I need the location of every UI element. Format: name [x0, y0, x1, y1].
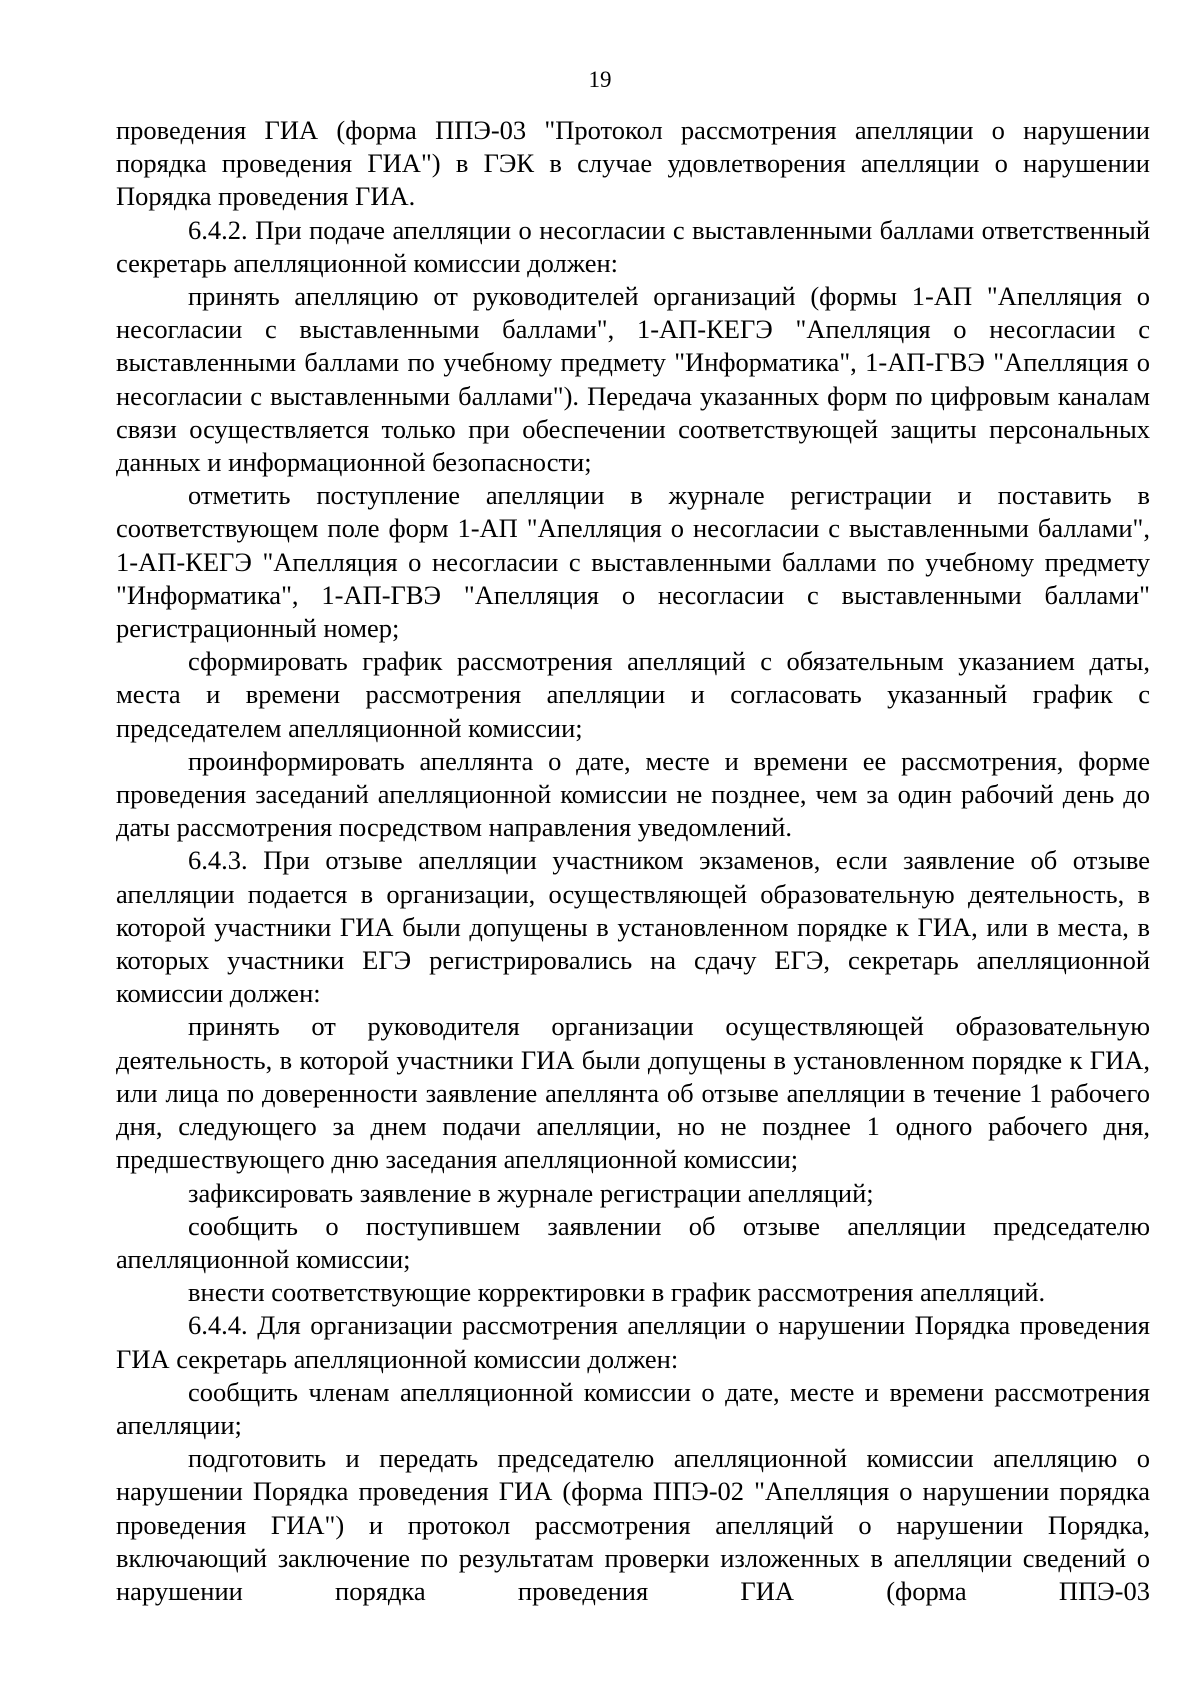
- paragraph-continuation: проведения ГИА (форма ППЭ-03 "Протокол рассмотрения апелляции о нарушении порядка проведения ГИА") в ГЭК в случае удовлетворения апелляции о нарушении Порядка проведения ГИА.: [116, 115, 1150, 212]
- paragraph-6-4-3: 6.4.3. При отзыве апелляции участником экзаменов, если заявление об отзыве апелляции подается в организации, осуществляющей образовательную деятельность, в которой участники ГИА были допущены в установленном порядке к ГИА, или в места, в которых участники ЕГЭ регистрировались на сдачу ЕГЭ, секретарь апелляционной комиссии должен:: [116, 845, 1150, 1009]
- page-number: 19: [588, 67, 612, 92]
- paragraph-6-4-2: 6.4.2. При подаче апелляции о несогласии с выставленными баллами ответственный секретарь апелляционной комиссии должен:: [116, 214, 1150, 278]
- document-body: [116, 114, 1150, 1608]
- paragraph-schedule: сформировать график рассмотрения апелляций с обязательным указанием даты, места и времени рассмотрения апелляции и согласовать указанный график с председателем апелляционной комиссии;: [116, 646, 1150, 743]
- paragraph-6-4-4: 6.4.4. Для организации рассмотрения апелляции о нарушении Порядка проведения ГИА секретарь апелляционной комиссии должен:: [116, 1310, 1150, 1374]
- paragraph-accept-appeal: принять апелляцию от руководителей организаций (формы 1-АП "Апелляция о несогласии с выставленными баллами", 1-АП-КЕГЭ "Апелляция о несогласии с выставленными баллами по учебному предмету "Информатика", 1-АП-ГВЭ "Апелляция о несогласии с выставленными баллами"). Передача указанных форм по цифровым каналам связи осуществляется только при обеспечении соответствующей защиты персональных данных и информационной безопасности;: [116, 281, 1150, 478]
- paragraph-adjust-schedule: внести соответствующие корректировки в график рассмотрения апелляций.: [188, 1277, 1046, 1308]
- paragraph-inform-appellant: проинформировать апеллянта о дате, месте и времени ее рассмотрения, форме проведения заседаний апелляционной комиссии не позднее, чем за один рабочий день до даты рассмотрения посредством направления уведомлений.: [116, 745, 1150, 843]
- paragraph-notify-members: сообщить членам апелляционной комиссии о дате, месте и времени рассмотрения апелляции;: [116, 1376, 1150, 1440]
- paragraph-register-appeal: отметить поступление апелляции в журнале регистрации и поставить в соответствующем поле форм 1-АП "Апелляция о несогласии с выставленными баллами", 1-АП-КЕГЭ "Апелляция о несогласии с выставленными баллами по учебному предмету "Информатика", 1-АП-ГВЭ "Апелляция о несогласии с выставленными баллами" регистрационный номер;: [116, 480, 1150, 644]
- paragraph-notify-chair: сообщить о поступившем заявлении об отзыве апелляции председателю апелляционной комиссии;: [116, 1210, 1150, 1274]
- paragraph-prepare-documents: подготовить и передать председателю апелляционной комиссии апелляцию о нарушении Порядка проведения ГИА (форма ППЭ-02 "Апелляция о нарушении порядка проведения ГИА") и протокол рассмотрения апелляций о нарушении Порядка, включающий заключение по результатам проверки изложенных в апелляции сведений о нарушении порядка проведения ГИА (форма ППЭ-03: [116, 1443, 1150, 1606]
- paragraph-record-withdrawal: зафиксировать заявление в журнале регистрации апелляций;: [188, 1177, 874, 1208]
- paragraph-accept-withdrawal: принять от руководителя организации осуществляющей образовательную деятельность, в которой участники ГИА были допущены в установленном порядке к ГИА, или лица по доверенности заявление апеллянта об отзыве апелляции в течение 1 рабочего дня, следующего за днем подачи апелляции, но не позднее 1 одного рабочего дня, предшествующего дню заседания апелляционной комиссии;: [116, 1011, 1150, 1175]
